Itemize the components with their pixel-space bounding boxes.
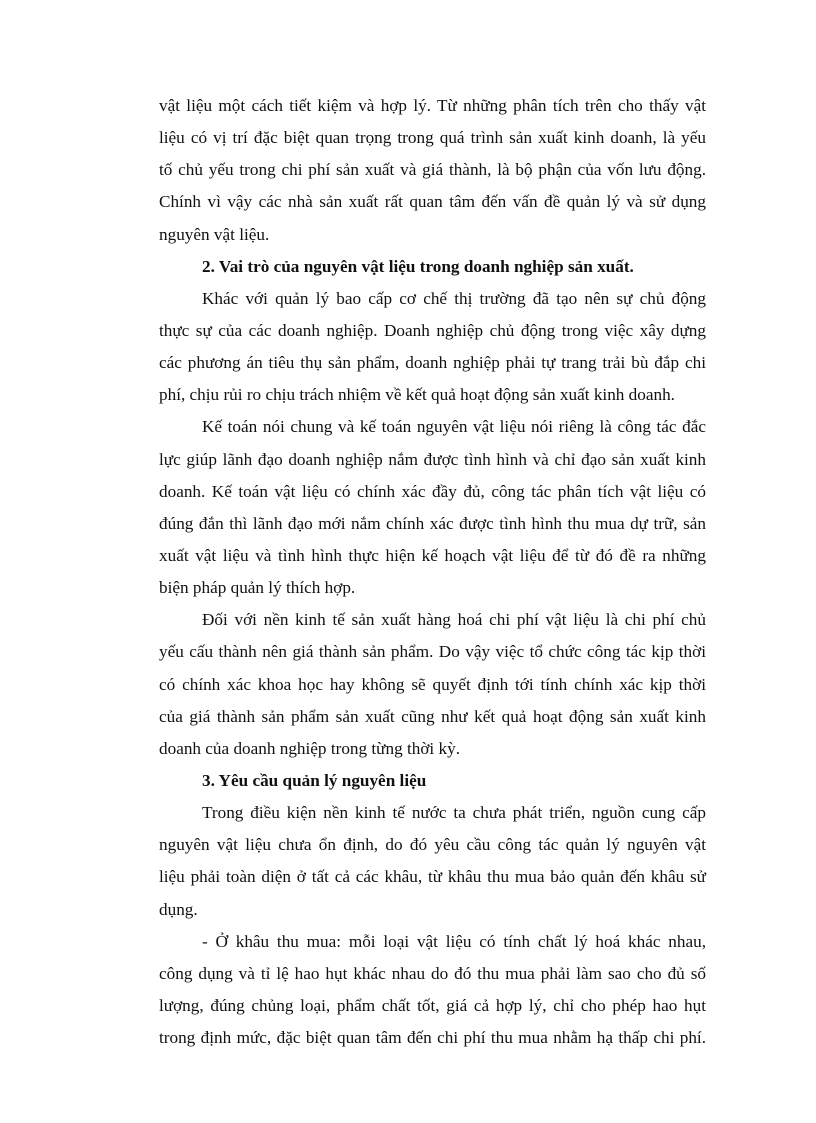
text-line: thực sự của các doanh nghiệp. Doanh nghiệp chủ động trong việc xây dựng (159, 320, 706, 340)
text-line: đúng đắn thì lãnh đạo mới nắm chính xác được tình hình thu mua dự trữ, sản (159, 513, 706, 533)
text-line: xuất vật liệu và tình hình thực hiện kế hoạch vật liệu để từ đó đề ra những (159, 545, 706, 565)
section-heading-3: 3. Yêu cầu quản lý nguyên liệu (202, 770, 427, 790)
text-line: nguyên vật liệu chưa ổn định, do đó yêu cầu công tác quản lý nguyên vật (159, 835, 706, 855)
text-line: biện pháp quản lý thích hợp. (159, 578, 356, 598)
paragraph-accounting-role (159, 411, 706, 604)
text-line: Trong điều kiện nền kinh tế nước ta chưa phát triển, nguồn cung cấp (202, 803, 706, 823)
text-line: doanh của doanh nghiệp trong từng thời kỳ. (159, 738, 460, 758)
text-line: liệu phải toàn diện ở tất cả các khâu, từ khâu thu mua bảo quản đến khâu sử (159, 867, 706, 887)
text-line: Khác với quản lý bao cấp cơ chế thị trường đã tạo nên sự chủ động (202, 288, 706, 308)
text-line: Chính vì vậy các nhà sản xuất rất quan tâm đến vấn đề quản lý và sử dụng (159, 192, 706, 212)
text-line: vật liệu một cách tiết kiệm và hợp lý. Từ những phân tích trên cho thấy vật (159, 96, 706, 115)
paragraph-material-cost (159, 604, 706, 765)
text-line: các phương án tiêu thụ sản phẩm, doanh nghiệp phải tự trang trải bù đắp chi (159, 353, 706, 373)
text-line: nguyên vật liệu. (159, 224, 270, 244)
text-line: công dụng và tỉ lệ hao hụt khác nhau do đó thu mua phải làm sao cho đủ số (159, 963, 706, 983)
text-line: liệu có vị trí đặc biệt quan trọng trong quá trình sản xuất kinh doanh, là yếu (159, 128, 706, 148)
text-line: có chính xác khoa học hay không sẽ quyết định tới tính chính xác kịp thời (159, 674, 706, 694)
text-line: trong định mức, đặc biệt quan tâm đến chi phí thu mua nhằm hạ thấp chi phí. (159, 1028, 706, 1048)
paragraph-intro-continuation (159, 90, 706, 251)
text-line: tố chủ yếu trong chi phí sản xuất và giá thành, là bộ phận của vốn lưu động. (159, 160, 706, 180)
text-line: dụng. (159, 899, 198, 919)
section-heading-2: 2. Vai trò của nguyên vật liệu trong doanh nghiệp sản xuất. (202, 256, 634, 276)
paragraph-management-requirements (159, 797, 706, 926)
text-line: yếu cấu thành nên giá thành sản phẩm. Do vậy việc tổ chức công tác kịp thời (159, 642, 706, 662)
text-line: của giá thành sản phẩm sản xuất cũng như kết quả hoạt động sản xuất kinh (159, 706, 706, 726)
text-line: doanh. Kế toán vật liệu có chính xác đầy đủ, công tác phân tích vật liệu có (159, 481, 706, 501)
text-line: lượng, đúng chủng loại, phẩm chất tốt, giá cả hợp lý, chỉ cho phép hao hụt (159, 995, 706, 1015)
text-line: - Ở khâu thu mua: mỗi loại vật liệu có tính chất lý hoá khác nhau, (202, 931, 706, 951)
text-line: phí, chịu rủi ro chịu trách nhiệm về kết quả hoạt động sản xuất kinh doanh. (159, 385, 675, 405)
paragraph-market-mechanism (159, 283, 706, 412)
text-line: Kế toán nói chung và kế toán nguyên vật liệu nói riêng là công tác đắc (202, 417, 706, 437)
text-line: Đối với nền kinh tế sản xuất hàng hoá chi phí vật liệu là chi phí chủ (202, 610, 706, 630)
text-line: lực giúp lãnh đạo doanh nghiệp nắm được tình hình và chỉ đạo sản xuất kinh (159, 449, 706, 469)
paragraph-purchasing-stage (159, 926, 706, 1055)
